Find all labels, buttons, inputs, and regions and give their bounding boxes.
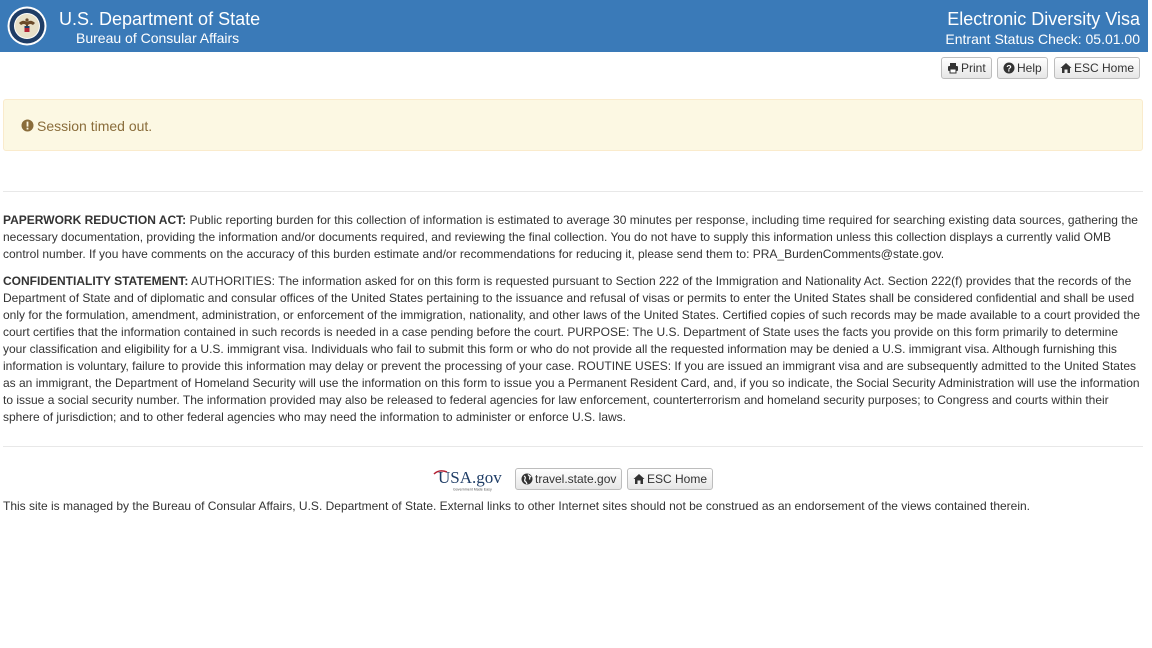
usa-gov-logo-tagline: Government Made Easy	[453, 487, 492, 492]
usa-gov-logo-text: USA.gov	[438, 468, 502, 487]
department-title: U.S. Department of State	[59, 9, 261, 29]
bureau-subtitle: Bureau of Consular Affairs	[76, 30, 240, 46]
confidentiality-statement	[3, 273, 1143, 426]
site-header	[0, 0, 1148, 52]
svg-text:?: ?	[1006, 63, 1012, 74]
print-button[interactable]	[941, 57, 992, 79]
print-icon	[947, 62, 959, 74]
print-label: Print	[961, 61, 986, 75]
paperwork-reduction-act	[3, 212, 1143, 263]
exclamation-circle-icon	[21, 119, 34, 132]
footer-esc-home-label: ESC Home	[647, 472, 708, 486]
home-icon	[1060, 62, 1072, 74]
paperwork-text: Public reporting burden for this collection of information is estimated to average 30 minutes per response, including time required for searching existing data sources, gathering the necessary documentation, providing the information and/or documents required, and reviewing the final collection. You do not have to supply this information unless this collection displays a currently valid OMB control number. If you have comments on the accuracy of this burden estimate and/or recommendations for reducing it, please send them to: PRA_BurdenComments@state.gov.	[3, 213, 1138, 261]
question-circle-icon	[1003, 62, 1015, 74]
app-title: Electronic Diversity Visa	[947, 9, 1140, 29]
home-icon	[633, 473, 645, 485]
department-seal-icon	[7, 6, 47, 46]
help-button[interactable]	[997, 57, 1048, 79]
site-disclaimer: This site is managed by the Bureau of Consular Affairs, U.S. Department of State. External links to other Internet sites should not be construed as an endorsement of the views contained therein.	[3, 499, 1031, 513]
divider	[3, 446, 1143, 447]
usa-gov-logo[interactable]	[433, 466, 511, 492]
help-label: Help	[1017, 61, 1042, 75]
paperwork-heading: PAPERWORK REDUCTION ACT:	[3, 213, 187, 227]
divider	[3, 191, 1143, 192]
esc-home-label: ESC Home	[1074, 61, 1135, 75]
esc-home-button[interactable]	[1054, 57, 1140, 79]
app-version: Entrant Status Check: 05.01.00	[945, 31, 1140, 47]
globe-icon	[521, 473, 533, 485]
confidentiality-text: AUTHORITIES: The information asked for on this form is requested pursuant to Section 222 of the Immigration and Nationality Act. Section 222(f) provides that the records of the Department of State and of diplomatic and consular offices of the United States pertaining to the issuance and refusal of visas or permits to enter the United States shall be considered confidential and shall be used only for the formulation, amendment, administration, or enforcement of the immigration, nationality, and other laws of the United States. Certified copies of such records may be made available to a court provided the court certifies that the information contained in such records is needed in a case pending before the court. PURPOSE: The U.S. Department of State uses the facts you provide on this form primarily to determine your classification and eligibility for a U.S. immigrant visa. Individuals who fail to submit this form or who do not provide all the requested information may be denied a U.S. immigrant visa. Although furnishing this information is voluntary, failure to provide this information may delay or prevent the processing of your case. ROUTINE USES: If you are issued an immigrant visa and are subsequently admitted to the United States as an immigrant, the Department of Homeland Security will use the information on this form to issue you a Permanent Resident Card, and, if you so indicate, the Social Security Administration will use the information to issue a social security number. The information provided may also be released to federal agencies for law enforcement, counterterrorism and homeland security purposes; to Congress and courts within their sphere of jurisdiction; and to other federal agencies who may need the information to administer or enforce U.S. laws.	[3, 274, 1141, 424]
footer-esc-home-button[interactable]	[627, 468, 713, 490]
travel-state-gov-button[interactable]	[515, 468, 622, 490]
alert-message: Session timed out.	[37, 118, 153, 134]
travel-state-gov-label: travel.state.gov	[535, 472, 617, 486]
confidentiality-heading: CONFIDENTIALITY STATEMENT:	[3, 274, 189, 288]
session-timeout-alert	[3, 99, 1143, 151]
